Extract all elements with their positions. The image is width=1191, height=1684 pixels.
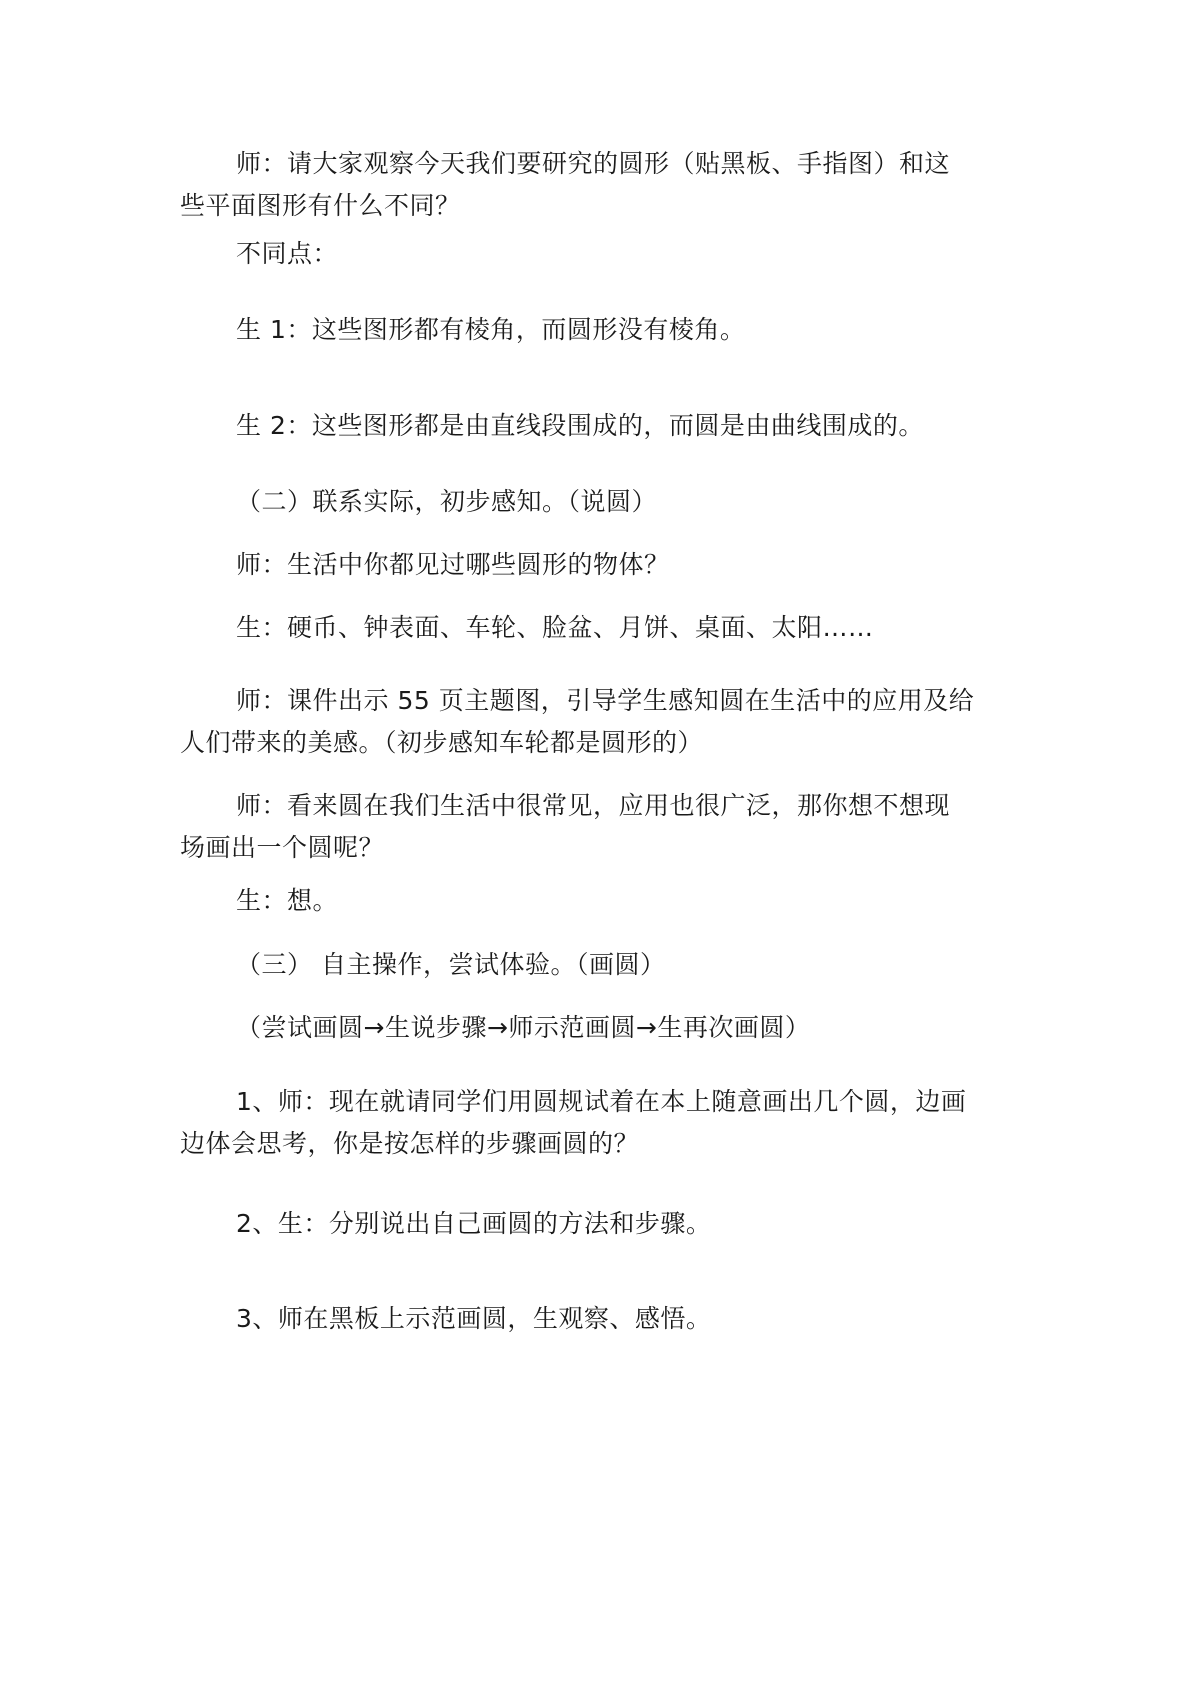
paragraph-line: （尝试画圆→生说步骤→师示范画圆→生再次画圆） — [236, 1013, 811, 1042]
paragraph-3 — [180, 309, 1010, 351]
paragraph-line: 人们带来的美感。（初步感知车轮都是圆形的） — [180, 728, 704, 757]
paragraph-9 — [180, 785, 1010, 869]
paragraph-1 — [180, 143, 1010, 227]
paragraph-line: 师：请大家观察今天我们要研究的圆形（贴黑板、手指图）和这 — [236, 149, 951, 178]
paragraph-line: 1、师：现在就请同学们用圆规试着在本上随意画出几个圆，边画 — [236, 1087, 967, 1116]
paragraph-6 — [180, 544, 1010, 586]
paragraph-line: 生：想。 — [236, 886, 339, 915]
paragraph-line: 师：看来圆在我们生活中很常见，应用也很广泛，那你想不想现 — [236, 791, 951, 820]
paragraph-line: 生 1：这些图形都有棱角，而圆形没有棱角。 — [236, 315, 746, 344]
paragraph-4 — [180, 405, 1010, 447]
paragraph-line: 边体会思考，你是按怎样的步骤画圆的？ — [180, 1129, 640, 1158]
paragraph-2 — [180, 233, 1010, 275]
paragraph-line: （三） 自主操作，尝试体验。（画圆） — [236, 950, 666, 979]
paragraph-line: 师：课件出示 55 页主题图，引导学生感知圆在生活中的应用及给 — [236, 686, 975, 715]
paragraph-12 — [180, 1007, 1010, 1049]
paragraph-line: 师：生活中你都见过哪些圆形的物体？ — [236, 550, 670, 579]
paragraph-line: 生：硬币、钟表面、车轮、脸盆、月饼、桌面、太阳…… — [236, 613, 874, 642]
paragraph-8 — [180, 680, 1010, 764]
paragraph-14 — [180, 1203, 1010, 1245]
paragraph-line: （二）联系实际，初步感知。（说圆） — [236, 487, 658, 516]
paragraph-line: 些平面图形有什么不同？ — [180, 191, 461, 220]
paragraph-7 — [180, 607, 1010, 649]
paragraph-10 — [180, 880, 1010, 922]
paragraph-line: 不同点： — [236, 239, 339, 268]
paragraph-line: 场画出一个圆呢？ — [180, 833, 385, 862]
paragraph-13 — [180, 1081, 1010, 1165]
paragraph-line: 3、师在黑板上示范画圆，生观察、感悟。 — [236, 1304, 712, 1333]
paragraph-15 — [180, 1298, 1010, 1340]
section-heading-3 — [180, 944, 1010, 986]
paragraph-line: 生 2：这些图形都是由直线段围成的，而圆是由曲线围成的。 — [236, 411, 924, 440]
section-heading-2 — [180, 481, 1010, 523]
paragraph-line: 2、生：分别说出自己画圆的方法和步骤。 — [236, 1209, 712, 1238]
